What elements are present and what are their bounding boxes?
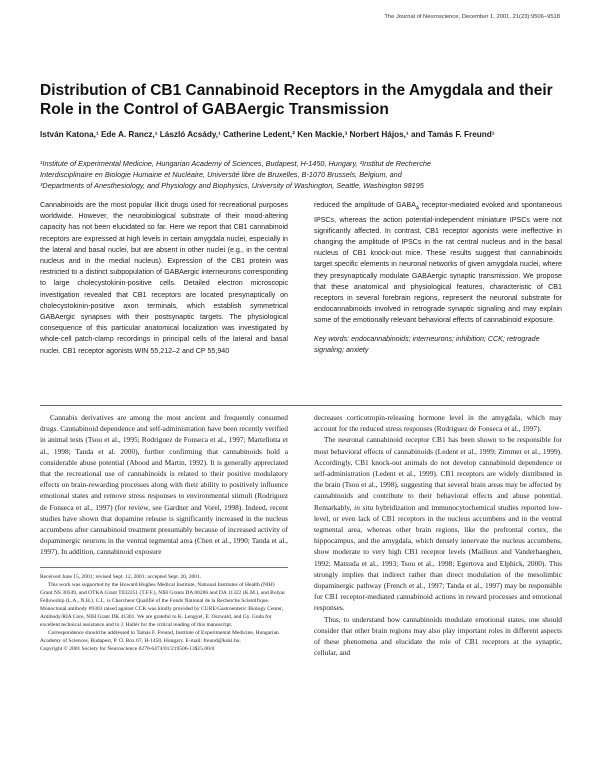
body-paragraph: Thus, to understand how cannabinoids modulate emotional states, one should consider that other brain regions may also play important roles in different aspects of these phenomena and elucidate the role of CB1 receptors at the synaptic, cellular, and	[314, 614, 562, 658]
running-header: The Journal of Neuroscience, December 1, 2001, 21(23):9506–9518	[384, 14, 560, 20]
body-text: hybridization and immunocytochemical studies reported low-level, or even lack of CB1 receptors in the nucleus accumbens and in the ventral tegmental area, whereas other brain regions, like the prefrontal cortex, the hippocampus, and the amygdala, which densely innervate the nucleus accumbens, show moderate to very high CB1 receptor levels (Mailleux and Vanderhaeghen, 1992; Matsuda et al., 1993; Tsou et al., 1998; Egertova and Elphick, 2000). This strongly implies that indirect rather than direct modulation of the mesolimbic dopaminergic pathway (French et al., 1997; Tanda et al., 1997) may be responsible for CB1 receptor-mediated cannabinoid actions in reward processes and emotional responses.	[314, 502, 562, 613]
subscript: A	[415, 205, 420, 212]
keywords-label: Key words:	[314, 334, 350, 343]
body-paragraph: decreases corticotropin-releasing hormone level in the amygdala, which may account for the reduced stress responses (Rodriguez de Fonseca et al., 1997).	[314, 413, 562, 434]
body-text-italic: in situ	[354, 502, 374, 512]
affiliation-line: Interdisciplinaire en Biologie Humaine et Nucléaire, Université libre de Bruxelles, B-1070 Brussels, Belgium, and	[40, 170, 402, 179]
footnote-received: Received June 15, 2001; revised Sept. 12, 2001; accepted Sept. 20, 2001.	[40, 573, 202, 580]
body-text: The neuronal cannabinoid receptor CB1 has been shown to be responsible for most behavioral effects of cannabinoids (Ledent et al., 1999; Zimmer et al., 1999). Accordingly, CB1 knock-out animals do not develop cannabinoid dependence or self-administration (Ledent et al., 1999). CB1 receptors are widely distributed in the brain (Tsou et al., 1998), suggesting that several brain areas may be affected by cannabinoids and contribute to their behavioral effects and abuse potential. Remarkably,	[314, 435, 562, 512]
copyright-line: Copyright © 2001 Society for Neuroscience 0270-6474/01/219506-13$15.00/0	[40, 646, 215, 653]
footnote-funding: This work was supported by the Howard Hughes Medical Institute, National Institutes of Health (NIH) Grant NS 30549, and OTKA Grant T032251 (T.F.F.), NIH Grants DA 00286 and DA 11322 (K.M.), and Bolyai Fellowship (L.A., N.H.). C.L. is Chercheur Qualifié of the Fonds National de la Recherche Scientifique. Monoclonal antibody #9303 raised against CCK was kindly provided by CURE/Gastroenteric Biology Center, Antibody/RIA Core, NIH Grant DK 41301. We are grateful to K. Lengyel, E. Oszwald, and Gy. Goda for excellent technical assistance and to J. Hallér for the critical reading of this manuscript.	[40, 581, 285, 629]
article-body	[40, 412, 562, 764]
keywords-list: endocannabinoids; interneurons; inhibition; CCK; retrograde signaling; anxiety	[314, 334, 540, 354]
affiliation-line: ³Departments of Anesthesiology, and Physiology and Biophysics, University of Washington, Seattle, Washington 98195	[40, 181, 424, 190]
body-paragraph: Cannabis derivatives are among the most ancient and frequently consumed drugs. Cannabinoid dependence and self-administration have been recently verified in animal tests (Tsou et al., 1995; Rodriguez de Fonseca et al., 1997; Martellotta et al., 1998; Tanda et al. 2000), further confirming that cannabinoids hold a considerable abuse potential (Abood and Martin, 1992). It is generally appreciated that the recreational use of cannabinoids is related to their positive modulatory effects on brain-rewarding processes along with their ability to positively influence emotional states and remove stress responses to environmental stimuli (Rodriguez de Fonseca et al., 1997) (for review, see Gardner and Vorel, 1998). Indeed, recent studies have shown that dopamine release is significantly increased in the nucleus accumbens after cannabinoid treatment presumably because of increased activity of dopaminergic neurons in the ventral tegmental area (Chen et al., 1990; Tanda et al., 1997). In addition, cannabinoid exposure	[40, 413, 288, 557]
affiliations	[40, 158, 570, 191]
keywords	[314, 334, 562, 356]
footnote-correspondence: Correspondence should be addressed to Tamás F. Freund, Institute of Experimental Medicine, Hungarian Academy of Sciences, Budapest, P. O. Box 67, H-1450, Hungary. E-mail: freund@koki.hu.	[40, 630, 279, 645]
author-list: István Katona,¹ Ede A. Rancz,¹ László Acsády,¹ Catherine Ledent,² Ken Mackie,³ Norbert Hájos,¹ and Tamás F. Freund¹	[40, 130, 495, 139]
article-title: Distribution of CB1 Cannabinoid Receptors in the Amygdala and their Role in the Control of GABAergic Transmission	[40, 82, 553, 118]
affiliation-line: ¹Institute of Experimental Medicine, Hungarian Academy of Sciences, Budapest, H-1450, Hungary, ²Institut de Recherche	[40, 159, 431, 168]
abstract	[40, 200, 562, 390]
abstract-text-part2-body: reduced the amplitude of $GABA_A$ receptor-mediated evoked and spontaneous IPSCs, whereas the action potential-independent miniature IPSCs were not significantly affected. In contrast, CB1 receptor agonists were ineffective in changing the amplitude of IPSCs in the rat central nucleus and in the basal nucleus of CB1 knock-out mice. These results suggest that cannabinoids target specific elements in neuronal networks of given amygdala nuclei, where they presynaptically modulate GABAergic synaptic transmission. We propose that these anatomical and physiological features, characteristic of CB1 receptors in several forebrain regions, represent the neuronal substrate for endocannabinoids involved in retrograde synaptic signaling and may explain some of the emotionally relevant behavioral effects of cannabinoid exposure.	[314, 201, 562, 325]
body-paragraph	[314, 434, 562, 613]
footnotes	[40, 567, 288, 654]
abstract-text-part1: Cannabinoids are the most popular illicit drugs used for recreational purposes worldwide. However, the neurobiological substrate of their mood-altering capacity has not been elucidated so far. Here we report that CB1 cannabinoid receptors are expressed at high levels in certain amygdala nuclei, especially in the lateral and basal nuclei, but are absent in other nuclei (e.g., in the central nucleus and in the medial nucleus). Expression of the CB1 protein was restricted to a distinct subpopulation of GABAergic interneurons corresponding to large cholecystokinin-positive cells. Detailed electron microscopic investigation revealed that CB1 receptors are located presynaptically on cholecystokinin-positive axon terminals, which establish symmetrical GABAergic synapses with their postsynaptic targets. The physiological consequence of this particular anatomical localization was investigated by whole-cell patch-clamp recordings in principal cells of the lateral and basal nuclei. CB1 receptor agonists WIN 55,212–2 and CP 55,940	[40, 201, 288, 355]
section-divider	[40, 405, 562, 406]
abstract-text-part2	[314, 200, 562, 327]
